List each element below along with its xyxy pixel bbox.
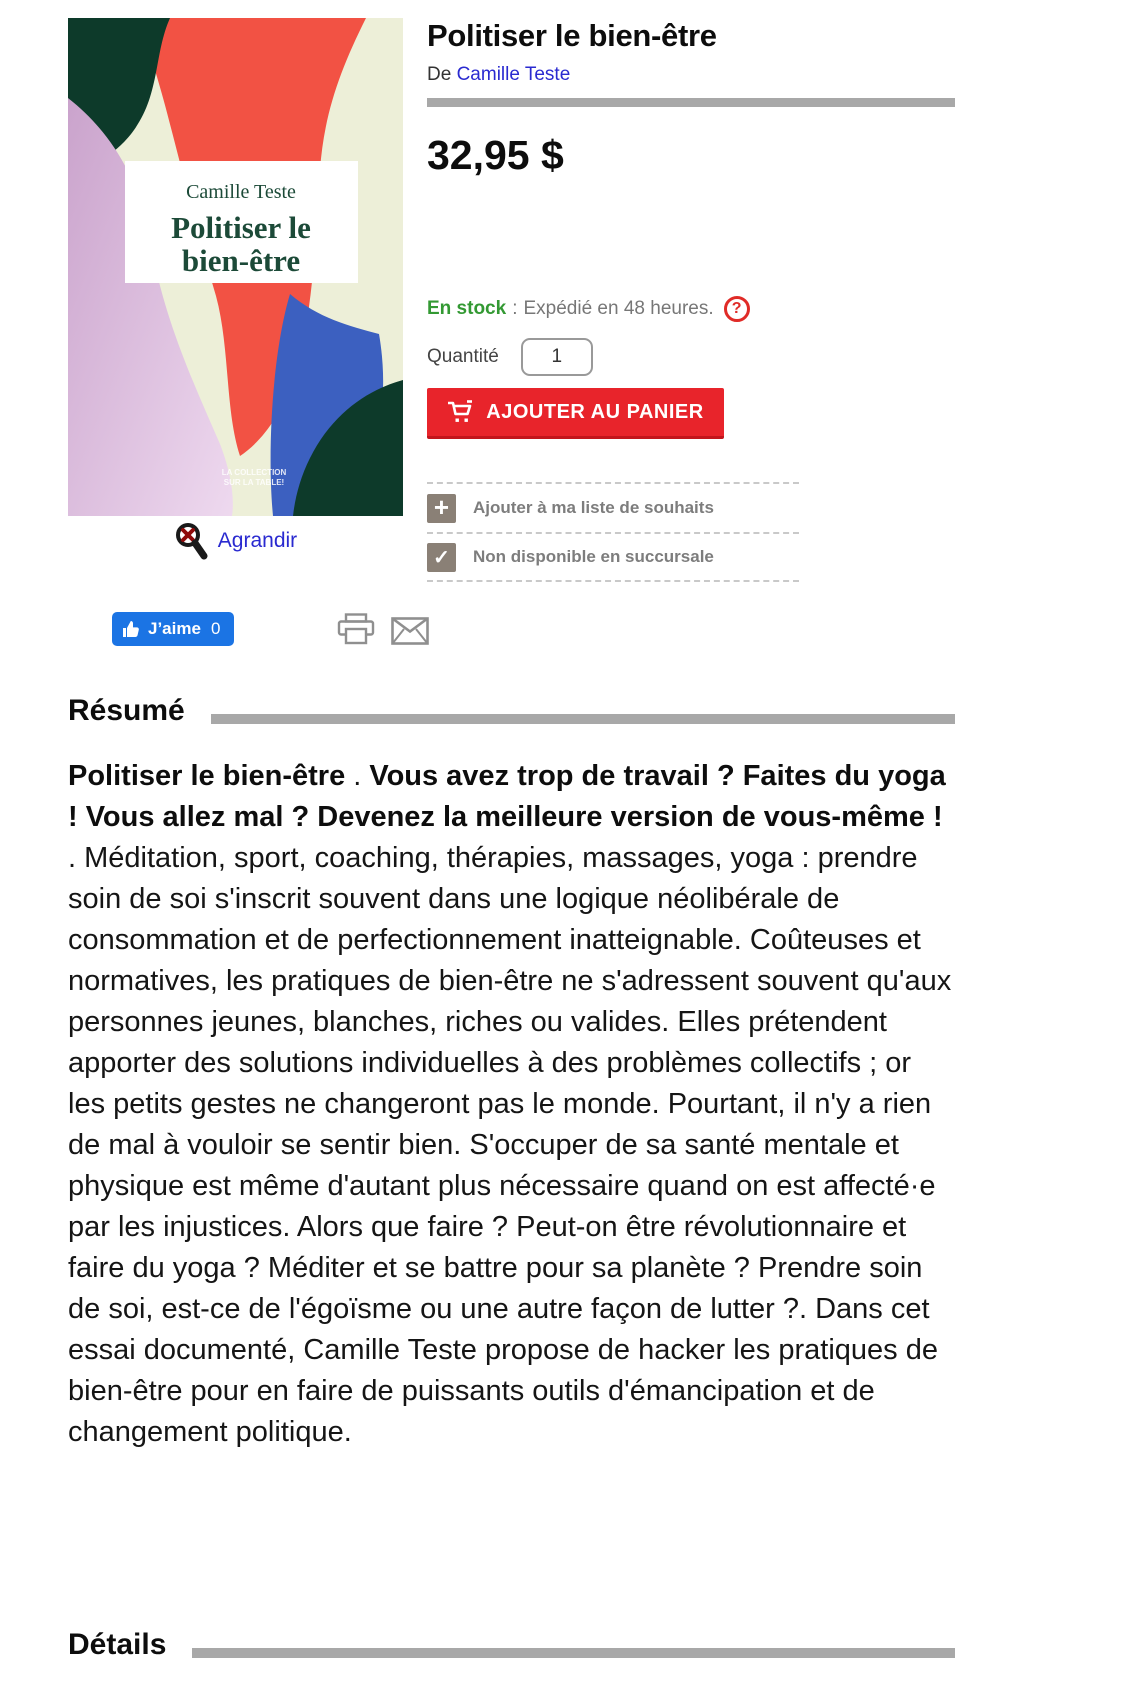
- cover-author-text: Camille Teste: [186, 181, 296, 203]
- quantity-label: Quantité: [427, 346, 499, 367]
- print-icon[interactable]: [337, 613, 375, 645]
- question-help-icon[interactable]: ?: [724, 296, 750, 322]
- summary-bold-hook: Vous avez trop de travail ? Faites du yoga ! Vous allez mal ? Devenez la meilleure version de vous-même !: [68, 760, 946, 833]
- enlarge-row: [68, 522, 403, 560]
- stock-shipping-text: Expédié en 48 heures.: [523, 298, 714, 319]
- author-prefix: De: [427, 64, 452, 85]
- store-availability-row[interactable]: [427, 532, 799, 582]
- magnifier-zoom-icon[interactable]: [174, 522, 208, 560]
- details-section-header: [68, 1630, 955, 1660]
- book-cover-image[interactable]: [68, 18, 403, 516]
- check-icon: ✓: [427, 543, 456, 572]
- add-to-wishlist-row[interactable]: [427, 482, 799, 532]
- stock-line: [427, 296, 750, 322]
- cover-title-line2: bien-être: [181, 243, 301, 278]
- details-divider-bar: [192, 1648, 955, 1658]
- quantity-row: [427, 338, 593, 376]
- resume-title: Résumé: [68, 694, 185, 727]
- details-title: Détails: [68, 1628, 167, 1661]
- stock-status: En stock: [427, 298, 507, 319]
- facebook-like-button[interactable]: [112, 612, 234, 646]
- author-link[interactable]: Camille Teste: [456, 64, 571, 85]
- like-count: 0: [210, 619, 221, 638]
- price: 32,95 $: [427, 132, 564, 178]
- summary-bold-title: Politiser le bien-être: [68, 760, 346, 792]
- resume-divider-bar: [211, 714, 955, 724]
- cover-imprint-line1: LA COLLECTION: [221, 468, 287, 477]
- add-to-cart-button[interactable]: [427, 388, 724, 439]
- wishlist-block: [427, 482, 799, 582]
- stock-separator: :: [512, 298, 518, 319]
- title-divider-bar: [427, 98, 955, 107]
- thumbs-up-icon: [122, 620, 140, 638]
- cover-imprint-line2: SUR LA TABLE!: [223, 478, 285, 487]
- page-title: Politiser le bien-être: [427, 18, 717, 53]
- add-to-wishlist-label: Ajouter à ma liste de souhaits: [473, 498, 714, 517]
- summary-sep1: .: [345, 760, 370, 792]
- quantity-input[interactable]: [521, 338, 593, 376]
- cover-title-line1: Politiser le: [171, 210, 311, 245]
- book-cover-art: [68, 18, 403, 516]
- author-line: [427, 64, 570, 86]
- summary-text: [68, 756, 954, 1453]
- store-availability-label: Non disponible en succursale: [473, 547, 714, 566]
- plus-icon: +: [427, 494, 456, 523]
- like-label: J’aime: [148, 619, 201, 638]
- enlarge-link[interactable]: Agrandir: [217, 529, 298, 552]
- summary-body: Méditation, sport, coaching, thérapies, massages, yoga : prendre soin de soi s'inscrit souvent dans une logique néolibérale de consommation et de perfectionnement inatteignable. Coûteuses et normatives, les pratiques de bien-être ne s'adressent souvent qu'aux personnes jeunes, blanches, riches ou valides. Elles prétendent apporter des solutions individuelles à des problèmes collectifs ; or les petits gestes ne changeront pas le monde. Pourtant, il n'y a rien de mal à vouloir se sentir bien. S'occuper de sa santé mentale et physique est même d'autant plus nécessaire quand on est affecté·e par les injustices. Alors que faire ? Peut-on être révolutionnaire et faire du yoga ? Méditer et se battre pour sa planète ? Prendre soin de soi, est-ce de l'égoïsme ou une autre façon de lutter ?. Dans cet essai documenté, Camille Teste propose de hacker les pratiques de bien-être pour en faire de puissants outils d'émancipation et de changement politique.: [68, 842, 952, 1448]
- email-icon[interactable]: [391, 617, 429, 645]
- cart-icon: [447, 400, 474, 424]
- resume-section-header: [68, 696, 955, 726]
- summary-sep2: .: [68, 842, 85, 874]
- add-to-cart-label: AJOUTER AU PANIER: [486, 400, 704, 423]
